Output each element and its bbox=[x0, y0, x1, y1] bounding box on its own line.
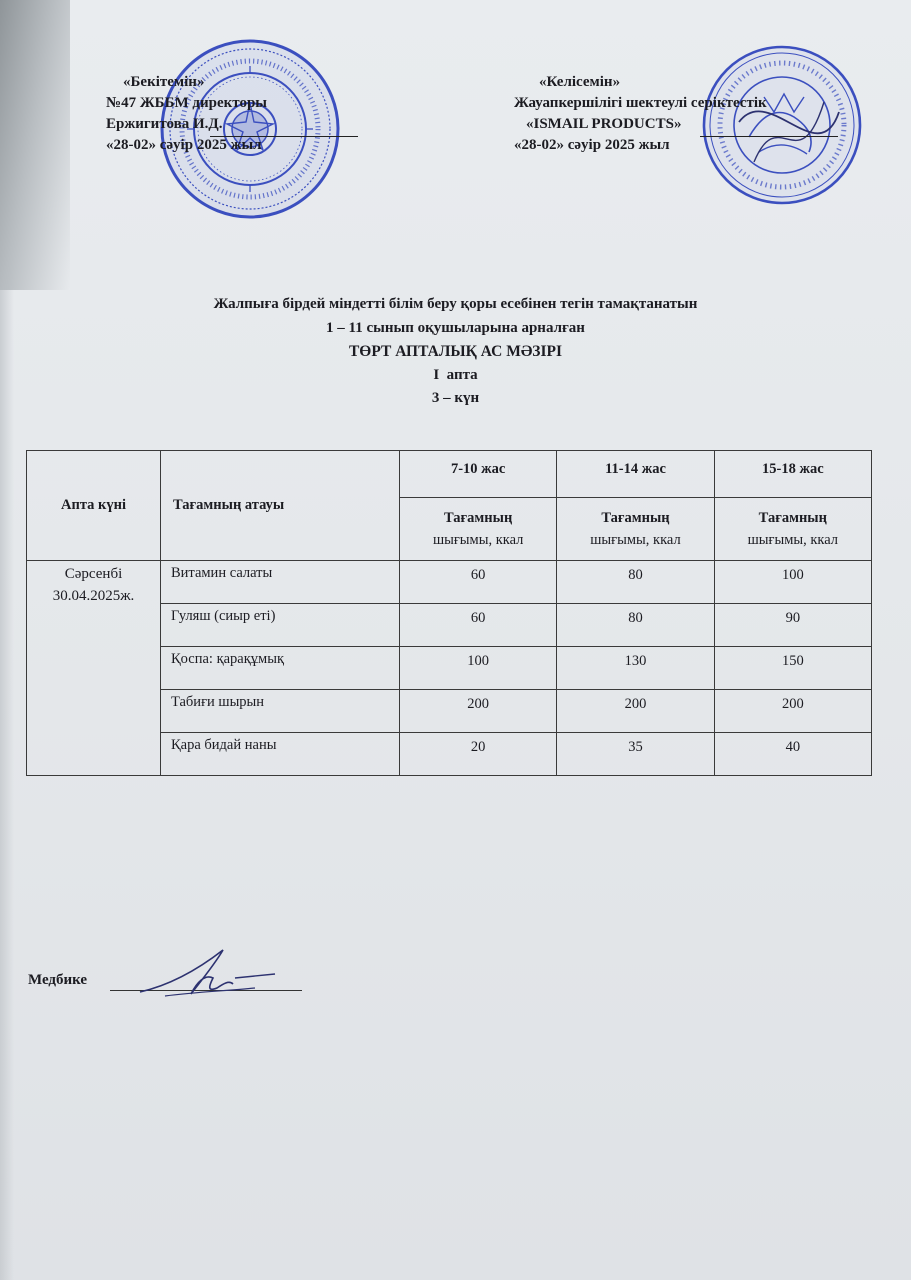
header-unit-11-14 bbox=[557, 498, 714, 561]
header-unit-15-18 bbox=[714, 498, 871, 561]
kcal-7-10: 20 bbox=[400, 733, 557, 776]
approval-left-position: №47 ЖББМ директоры bbox=[106, 95, 267, 111]
unit-label-line1: Тағамның bbox=[758, 510, 827, 526]
day-date: 30.04.2025ж. bbox=[52, 588, 135, 604]
unit-label-line1: Тағамның bbox=[601, 510, 670, 526]
approval-right-org-type: Жауапкершілігі шектеулі серіктестік bbox=[514, 95, 767, 111]
kcal-15-18: 150 bbox=[714, 647, 871, 690]
dish-name: Қара бидай наны bbox=[161, 733, 400, 776]
approval-right-title: «Келісемін» bbox=[539, 74, 621, 90]
approval-right-company: «ISMAIL PRODUCTS» bbox=[526, 116, 682, 132]
approval-left-date: «28-02» сәуір 2025 жыл bbox=[106, 137, 262, 153]
page-fold-shadow bbox=[0, 0, 70, 290]
unit-label-line2: шығымы, ккал bbox=[747, 532, 839, 548]
heading-day: 3 – күн bbox=[431, 390, 480, 406]
approval-block-left bbox=[106, 72, 267, 156]
kcal-7-10: 100 bbox=[400, 647, 557, 690]
document-heading bbox=[0, 293, 911, 411]
header-age-7-10: 7-10 жас bbox=[400, 451, 557, 498]
day-name: Сәрсенбі bbox=[64, 566, 123, 582]
kcal-7-10: 200 bbox=[400, 690, 557, 733]
kcal-15-18: 90 bbox=[714, 604, 871, 647]
nurse-signature bbox=[135, 944, 285, 1004]
kcal-15-18: 100 bbox=[714, 561, 871, 604]
kcal-11-14: 80 bbox=[557, 604, 714, 647]
dish-name: Гуляш (сиыр еті) bbox=[161, 604, 400, 647]
unit-label-line1: Тағамның bbox=[444, 510, 513, 526]
kcal-15-18: 40 bbox=[714, 733, 871, 776]
header-age-15-18: 15-18 жас bbox=[714, 451, 871, 498]
heading-line-1: Жалпыға бірдей міндетті білім беру қоры есебінен тегін тамақтанатын bbox=[213, 296, 698, 312]
heading-line-2: 1 – 11 сынып оқушыларына арналған bbox=[326, 319, 585, 336]
kcal-11-14: 35 bbox=[557, 733, 714, 776]
header-unit-7-10 bbox=[400, 498, 557, 561]
week-day-cell bbox=[27, 561, 161, 776]
kcal-11-14: 80 bbox=[557, 561, 714, 604]
approval-right-signature-line bbox=[700, 136, 838, 137]
kcal-7-10: 60 bbox=[400, 604, 557, 647]
unit-label-line2: шығымы, ккал bbox=[432, 532, 524, 548]
dish-name: Қоспа: қарақұмық bbox=[161, 647, 400, 690]
header-week-day: Апта күні bbox=[27, 451, 161, 561]
menu-table bbox=[26, 450, 872, 776]
header-age-11-14: 11-14 жас bbox=[557, 451, 714, 498]
dish-name: Табиғи шырын bbox=[161, 690, 400, 733]
kcal-11-14: 130 bbox=[557, 647, 714, 690]
table-header-row bbox=[27, 451, 872, 498]
kcal-7-10: 60 bbox=[400, 561, 557, 604]
heading-week: I апта bbox=[433, 366, 478, 383]
approval-left-title: «Бекітемін» bbox=[123, 74, 205, 90]
kcal-15-18: 200 bbox=[714, 690, 871, 733]
unit-label-line2: шығымы, ккал bbox=[590, 532, 681, 548]
heading-menu-title: ТӨРТ АПТАЛЫҚ АС МӘЗІРІ bbox=[348, 343, 563, 360]
approval-block-right bbox=[514, 72, 767, 156]
dish-name: Витамин салаты bbox=[161, 561, 400, 604]
nurse-label: Медбике bbox=[28, 972, 88, 988]
approval-right-date: «28-02» сәуір 2025 жыл bbox=[514, 137, 670, 153]
approval-left-signature-line bbox=[210, 136, 358, 137]
kcal-11-14: 200 bbox=[557, 690, 714, 733]
header-dish-name: Тағамның атауы bbox=[161, 451, 400, 561]
approval-left-name: Ержигитова И.Д. bbox=[106, 116, 223, 132]
table-row bbox=[27, 561, 872, 604]
